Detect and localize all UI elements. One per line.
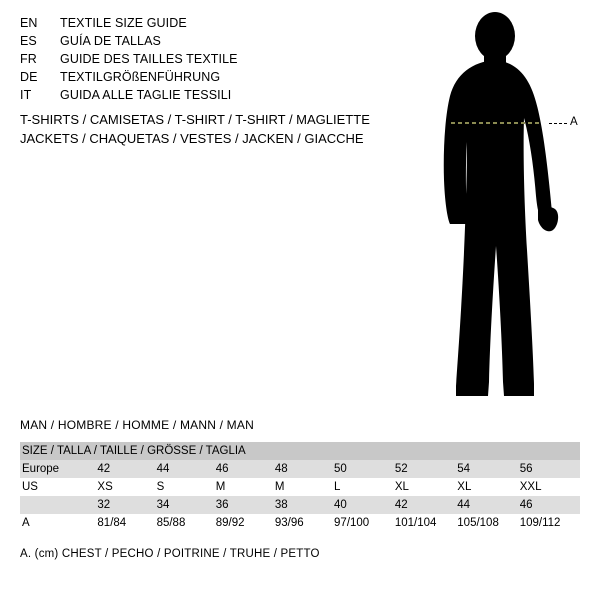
language-code: DE — [20, 70, 38, 84]
cell: 81/84 — [95, 514, 154, 532]
language-code: ES — [20, 34, 37, 48]
table-title: MAN / HOMBRE / HOMME / MANN / MAN — [20, 418, 254, 432]
language-header-block — [20, 16, 400, 106]
cell: 48 — [273, 460, 332, 478]
size-table — [20, 442, 580, 532]
silhouette-icon — [410, 10, 600, 410]
cell: 105/108 — [455, 514, 517, 532]
language-code: FR — [20, 52, 37, 66]
cell: 40 — [332, 496, 393, 514]
language-row — [20, 52, 400, 70]
cell: 36 — [214, 496, 273, 514]
cell: 93/96 — [273, 514, 332, 532]
measure-leader-line — [549, 123, 567, 124]
measure-label-a: A — [570, 116, 579, 128]
garment-categories — [20, 110, 420, 148]
cell: S — [155, 478, 214, 496]
language-row — [20, 88, 400, 106]
row-label: US — [20, 478, 95, 496]
cell: 101/104 — [393, 514, 455, 532]
cell: 56 — [518, 460, 580, 478]
cell: 46 — [214, 460, 273, 478]
language-title: GUIDE DES TAILLES TEXTILE — [60, 52, 238, 66]
language-row — [20, 34, 400, 52]
language-row — [20, 70, 400, 88]
language-row — [20, 16, 400, 34]
table-row — [20, 514, 580, 532]
language-title: GUIDA ALLE TAGLIE TESSILI — [60, 88, 232, 102]
footnote: A. (cm) CHEST / PECHO / POITRINE / TRUHE / PETTO — [20, 548, 320, 560]
cell: 44 — [155, 460, 214, 478]
language-title: TEXTILE SIZE GUIDE — [60, 16, 187, 30]
table-row — [20, 496, 580, 514]
cell: 50 — [332, 460, 393, 478]
cell: 109/112 — [518, 514, 580, 532]
table-header-label: SIZE / TALLA / TAILLE / GRÖSSE / TAGLIA — [20, 442, 580, 460]
language-code: EN — [20, 16, 38, 30]
cell: 89/92 — [214, 514, 273, 532]
language-title: TEXTILGRÖßENFÜHRUNG — [60, 70, 221, 84]
cell: 97/100 — [332, 514, 393, 532]
cell: 32 — [95, 496, 154, 514]
cell: XL — [393, 478, 455, 496]
cell: XXL — [518, 478, 580, 496]
row-label — [20, 496, 95, 514]
table-row — [20, 478, 580, 496]
cell: L — [332, 478, 393, 496]
table-header-row — [20, 442, 580, 460]
row-label: A — [20, 514, 95, 532]
cell: 42 — [393, 496, 455, 514]
cell: M — [273, 478, 332, 496]
cell: 46 — [518, 496, 580, 514]
cell: 44 — [455, 496, 517, 514]
garment-line-tshirts: T-SHIRTS / CAMISETAS / T-SHIRT / T-SHIRT / MAGLIETTE — [20, 112, 370, 127]
row-label: Europe — [20, 460, 95, 478]
language-code: IT — [20, 88, 32, 102]
cell: 42 — [95, 460, 154, 478]
cell: 52 — [393, 460, 455, 478]
cell: 34 — [155, 496, 214, 514]
garment-line-jackets: JACKETS / CHAQUETAS / VESTES / JACKEN / GIACCHE — [20, 131, 364, 146]
cell: 54 — [455, 460, 517, 478]
cell: XL — [455, 478, 517, 496]
cell: 85/88 — [155, 514, 214, 532]
male-silhouette-figure — [410, 10, 600, 410]
language-title: GUÍA DE TALLAS — [60, 34, 161, 48]
table-row — [20, 460, 580, 478]
cell: XS — [95, 478, 154, 496]
cell: 38 — [273, 496, 332, 514]
cell: M — [214, 478, 273, 496]
